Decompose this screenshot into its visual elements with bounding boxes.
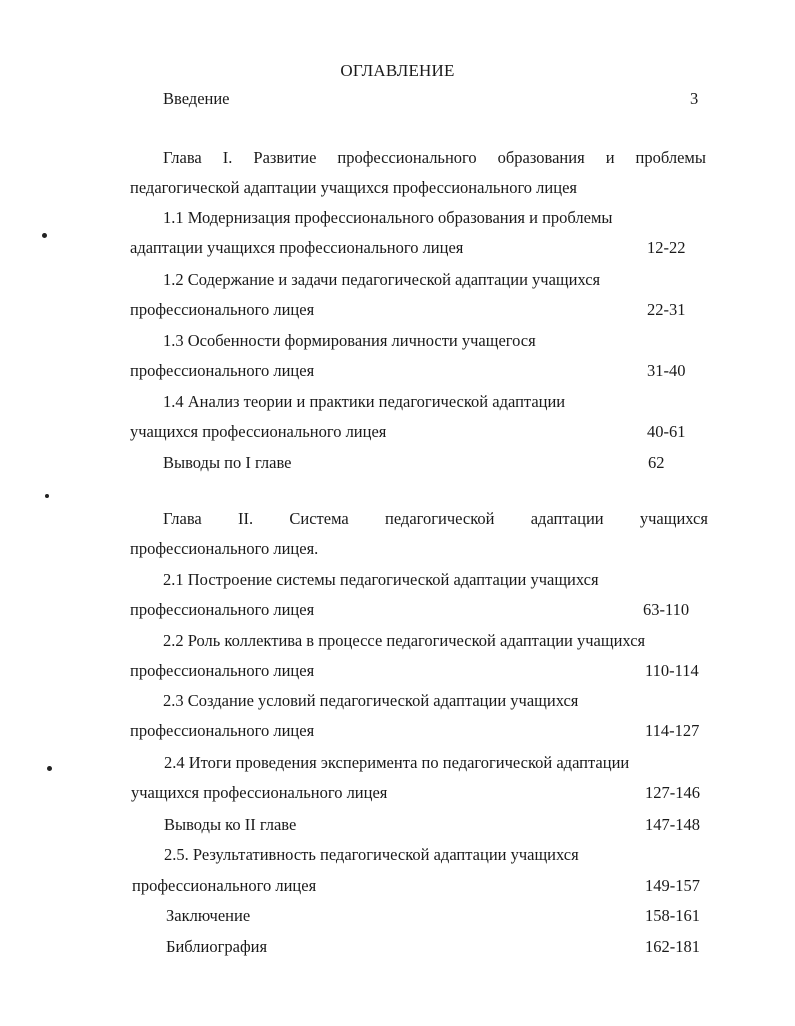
- page-title: ОГЛАВЛЕНИЕ: [340, 61, 455, 80]
- section-2-4-title-cont: учащихся профессионального лицея: [131, 783, 388, 802]
- bibliography-label: Библиография: [166, 937, 268, 956]
- section-2-2-title-cont: профессионального лицея: [130, 661, 315, 680]
- section-2-5-title: 2.5. Результативность педагогической адаптации учащихся: [164, 845, 579, 864]
- section-1-4-title-cont: учащихся профессионального лицея: [130, 422, 387, 441]
- section-2-1-page: 63-110: [643, 600, 690, 619]
- section-2-4-title: 2.4 Итоги проведения эксперимента по педагогической адаптации: [164, 753, 630, 772]
- intro-label: Введение: [163, 89, 230, 108]
- conclusion-page: 158-161: [645, 906, 700, 925]
- section-1-3-page: 31-40: [647, 361, 686, 380]
- section-2-1-title: 2.1 Построение системы педагогической адаптации учащихся: [163, 570, 599, 589]
- section-2-3-title-cont: профессионального лицея: [130, 721, 315, 740]
- chapter2-word: учащихся: [639, 509, 708, 528]
- chapter2-heading-line2: профессионального лицея.: [130, 539, 319, 558]
- chapter1-heading-line2: педагогической адаптации учащихся профессионального лицея: [130, 178, 577, 197]
- intro-page: 3: [690, 89, 699, 108]
- chapter1-conclusions-page: 62: [648, 453, 665, 472]
- section-2-3-page: 114-127: [645, 721, 700, 740]
- section-1-1-page: 12-22: [647, 238, 686, 257]
- chapter2-conclusions-page: 147-148: [645, 815, 700, 834]
- chapter1-conclusions-label: Выводы по I главе: [163, 453, 292, 472]
- chapter1-word: и: [605, 148, 615, 167]
- scan-speck: [47, 766, 52, 771]
- scan-speck: [42, 233, 47, 238]
- chapter2-word: II.: [238, 509, 254, 528]
- chapter1-word: образования: [497, 148, 585, 167]
- section-1-3-title: 1.3 Особенности формирования личности учащегося: [163, 331, 536, 350]
- section-2-5-title-cont: профессионального лицея: [132, 876, 317, 895]
- chapter1-word: Развитие: [253, 148, 317, 167]
- section-1-1-title-cont: адаптации учащихся профессионального лицея: [130, 238, 464, 257]
- chapter1-word: проблемы: [635, 148, 706, 167]
- chapter2-conclusions-label: Выводы ко II главе: [164, 815, 297, 834]
- section-2-5-page: 149-157: [645, 876, 700, 895]
- section-2-2-page: 110-114: [645, 661, 699, 680]
- chapter1-word: Глава: [163, 148, 202, 167]
- section-1-4-title: 1.4 Анализ теории и практики педагогической адаптации: [163, 392, 566, 411]
- section-1-2-title: 1.2 Содержание и задачи педагогической адаптации учащихся: [163, 270, 601, 289]
- section-2-3-title: 2.3 Создание условий педагогической адаптации учащихся: [163, 691, 579, 710]
- section-1-2-title-cont: профессионального лицея: [130, 300, 315, 319]
- chapter1-word: профессионального: [337, 148, 477, 167]
- bibliography-page: 162-181: [645, 937, 700, 956]
- chapter1-heading-line1: [163, 148, 706, 168]
- scan-speck: [45, 494, 49, 498]
- conclusion-label: Заключение: [166, 906, 251, 925]
- chapter1-word: I.: [222, 148, 233, 167]
- section-1-3-title-cont: профессионального лицея: [130, 361, 315, 380]
- section-1-2-page: 22-31: [647, 300, 686, 319]
- chapter2-word: педагогической: [385, 509, 495, 528]
- chapter2-word: Система: [289, 509, 349, 528]
- section-2-1-title-cont: профессионального лицея: [130, 600, 315, 619]
- section-2-2-title: 2.2 Роль коллектива в процессе педагогической адаптации учащихся: [163, 631, 646, 650]
- chapter2-heading-line1: [163, 509, 708, 529]
- section-2-4-page: 127-146: [645, 783, 700, 802]
- chapter2-word: адаптации: [530, 509, 604, 528]
- section-1-4-page: 40-61: [647, 422, 686, 441]
- chapter2-word: Глава: [163, 509, 202, 528]
- section-1-1-title: 1.1 Модернизация профессионального образования и проблемы: [163, 208, 613, 227]
